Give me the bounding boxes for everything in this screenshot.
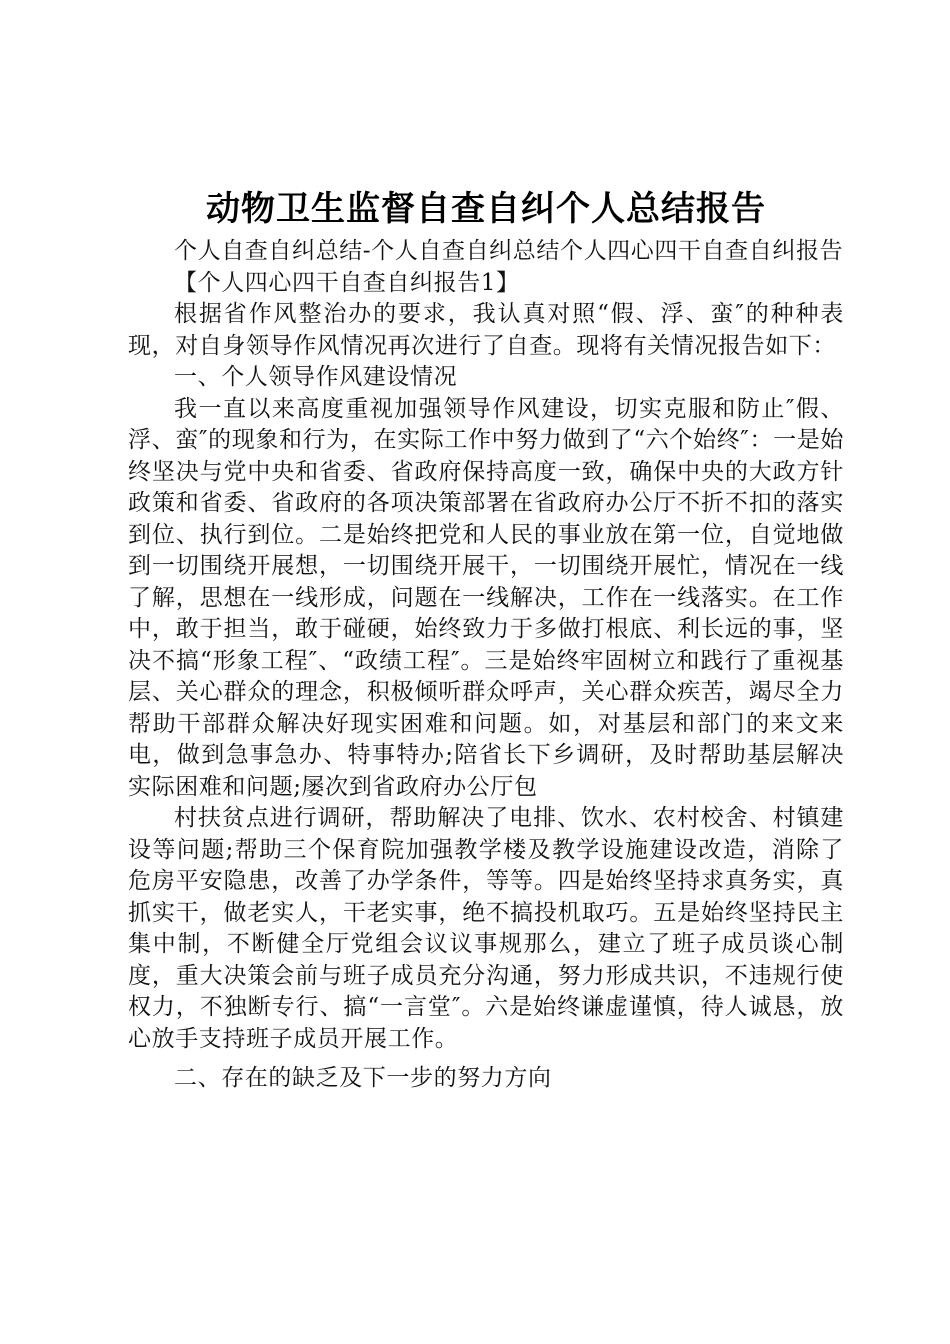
heading-section-one: 一、个人领导作风建设情况 xyxy=(174,364,458,390)
paragraph-section-label: 【个人四心四干自查自纠报告1】 xyxy=(174,269,520,296)
document-page xyxy=(128,186,844,1095)
document-title: 动物卫生监督自查自纠个人总结报告 xyxy=(206,189,766,229)
paragraph-body-one: 我一直以来高度重视加强领导作风建设，切实克服和防止″假、浮、蛮″的现象和行为，在实际工作中努力做到了“六个始终″：一是始终坚决与党中央和省委、省政府保持高度一致，确保中央的大政方针政策和省委、省政府的各项决策部署在省政府办公厅不折不扣的落实到位、执行到位。二是始终把党和人民的事业放在第一位，自觉地做到一切围绕开展想，一切围绕开展干，一切围绕开展忙，情况在一线了解，思想在一线形成，问题在一线解决，工作在一线落实。在工作中，敢于担当，敢于碰硬，始终致力于多做打根底、利长远的事，坚决不搞“形象工程″、“政绩工程″。三是始终牢固树立和践行了重视基层、关心群众的理念，积极倾听群众呼声，关心群众疾苦，竭尽全力帮助干部群众解决好现实困难和问题。如，对基层和部门的来文来电，做到急事急办、特事特办;陪省长下乡调研，及时帮助基层解决实际困难和问题;屡次到省政府办公厅包 xyxy=(128,395,844,800)
paragraph-preface: 根据省作风整治办的要求，我认真对照“假、浮、蛮″的种种表现，对自身领导作风情况再次进行了自查。现将有关情况报告如下： xyxy=(128,301,844,359)
paragraph-body-two: 村扶贫点进行调研，帮助解决了电排、饮水、农村校舍、村镇建设等问题;帮助三个保育院加强教学楼及教学设施建设改造，消除了危房平安隐患，改善了办学条件，等等。四是始终坚持求真务实，真抓实干，做老实人，干老实事，绝不搞投机取巧。五是始终坚持民主集中制，不断健全厅党组会议议事规那么，建立了班子成员谈心制度，重大决策会前与班子成员充分沟通，努力形成共识，不违规行使权力，不独断专行、搞“一言堂″。六是始终谦虚谨慎，待人诚恳，放心放手支持班子成员开展工作。 xyxy=(128,805,844,1052)
paragraph-intro: 个人自查自纠总结-个人自查自纠总结个人四心四干自查自纠报告 xyxy=(174,238,844,264)
heading-section-two: 二、存在的缺乏及下一步的努力方向 xyxy=(174,1065,552,1091)
